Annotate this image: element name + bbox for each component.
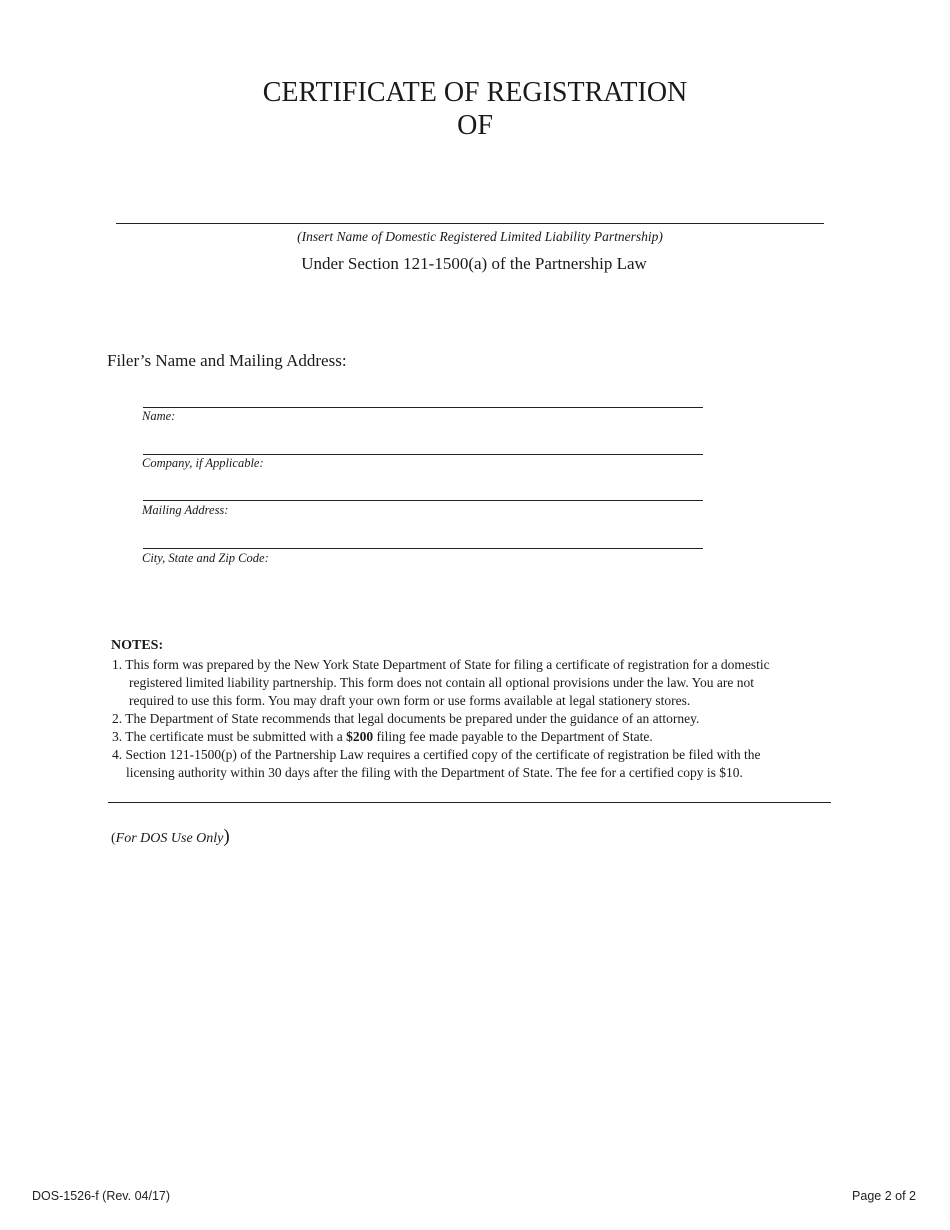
note-2-line-1: 2. The Department of State recommends that legal documents be prepared under the guidance of an attorney. — [112, 711, 700, 726]
note-3-prefix: 3. The certificate must be submitted with a — [112, 729, 347, 744]
page-number-footer: Page 2 of 2 — [852, 1189, 916, 1203]
dos-use-close-paren: ) — [223, 826, 230, 847]
law-section-subtitle: Under Section 121-1500(a) of the Partnership Law — [301, 254, 647, 273]
filer-address-label: Mailing Address: — [142, 503, 229, 517]
filer-company-line[interactable] — [143, 454, 703, 455]
note-1-line-1: 1. This form was prepared by the New York State Department of State for filing a certificate of registration for a domestic — [112, 657, 770, 672]
note-3-line-1 — [112, 728, 653, 746]
filer-name-line[interactable] — [143, 407, 703, 408]
filer-name-label: Name: — [142, 409, 176, 423]
document-title-line-2: OF — [457, 110, 493, 141]
partnership-name-caption: (Insert Name of Domestic Registered Limited Liability Partnership) — [297, 229, 663, 244]
section-divider — [108, 802, 831, 803]
form-id-footer: DOS-1526-f (Rev. 04/17) — [32, 1189, 171, 1203]
dos-use-open-paren: ( — [111, 831, 116, 846]
notes-heading: NOTES: — [111, 638, 164, 653]
note-3-suffix: filing fee made payable to the Department of State. — [373, 729, 653, 744]
filer-city-state-zip-label: City, State and Zip Code: — [142, 551, 269, 565]
filer-city-state-zip-line[interactable] — [143, 548, 703, 549]
note-1-line-3: required to use this form. You may draft your own form or use forms available at legal stationery stores. — [129, 693, 691, 708]
note-1-line-2: registered limited liability partnership. This form does not contain all optional provisions under the law. You are not — [129, 675, 755, 690]
dos-use-only-label — [111, 826, 230, 848]
note-4-line-2: licensing authority within 30 days after the filing with the Department of State. The fee for a certified copy is $10. — [126, 765, 743, 780]
filing-fee-amount: $200 — [346, 729, 374, 744]
filer-address-line[interactable] — [143, 500, 703, 501]
note-4-line-1: 4. Section 121-1500(p) of the Partnership Law requires a certified copy of the certificate of registration be filed with the — [112, 747, 761, 762]
filer-company-label: Company, if Applicable: — [142, 456, 264, 470]
partnership-name-line[interactable] — [116, 223, 824, 224]
filer-heading: Filer’s Name and Mailing Address: — [107, 351, 347, 370]
document-title-line-1: CERTIFICATE OF REGISTRATION — [262, 77, 688, 108]
dos-use-text: For DOS Use Only — [115, 831, 224, 846]
